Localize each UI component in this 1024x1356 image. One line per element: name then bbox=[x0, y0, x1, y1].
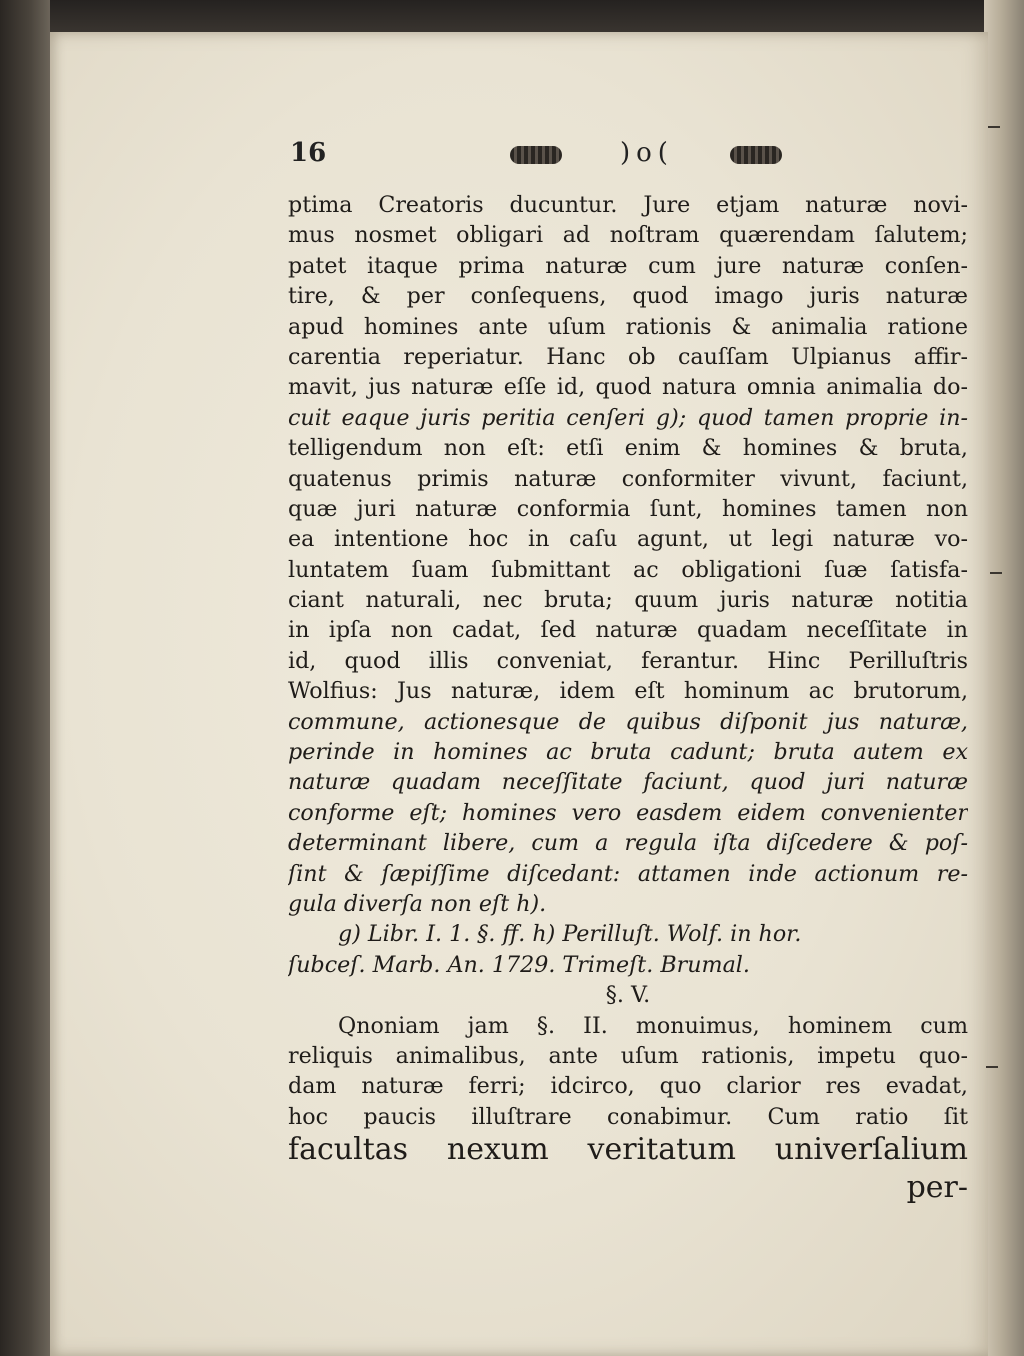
text-line: gula diverſa non eſt h). bbox=[288, 890, 547, 917]
main-text bbox=[288, 190, 968, 1208]
page-number: 16 bbox=[290, 138, 327, 168]
text-line: cuit eaque juris peritia cenſeri g); quod tamen proprie in- bbox=[288, 404, 968, 431]
text-line: dam naturæ ferri; idcirco, quo clarior res evadat, bbox=[288, 1073, 968, 1100]
margin-mark bbox=[988, 126, 1000, 128]
text-line: quatenus primis naturæ conformiter vivunt, faciunt, bbox=[288, 465, 968, 492]
text-line: conforme eſt; homines vero easdem eidem convenienter bbox=[288, 799, 968, 826]
text-line: tire, & per conſequens, quod imago juris naturæ bbox=[288, 283, 968, 310]
text-line: apud homines ante uſum rationis & animalia ratione bbox=[288, 313, 968, 340]
text-line: luntatem ſuam ſubmittant ac obligationi ſuæ ſatisfa- bbox=[288, 556, 968, 583]
text-line: telligendum non eſt: etſi enim & homines & bruta, bbox=[288, 435, 968, 462]
text-line: Qnoniam jam §. II. monuimus, hominem cum bbox=[338, 1012, 968, 1039]
text-line: perinde in homines ac bruta cadunt; bruta autem ex bbox=[288, 739, 968, 766]
scan-left-edge bbox=[0, 0, 50, 1356]
text-line: mavit, jus naturæ eſſe id, quod natura omnia animalia do- bbox=[288, 374, 968, 401]
text-line: hoc paucis illuſtrare conabimur. Cum ratio ſit bbox=[288, 1103, 968, 1130]
catchword: per- bbox=[906, 1170, 968, 1206]
margin-mark bbox=[990, 572, 1002, 574]
scan-right-edge bbox=[984, 0, 1024, 1356]
text-line: reliquis animalibus, ante uſum rationis, impetu quo- bbox=[288, 1042, 968, 1069]
text-line: mus nosmet obligari ad noſtram quærendam ſalutem; bbox=[288, 222, 968, 249]
footnote-line: ſubceſ. Marb. An. 1729. Trimeſt. Brumal. bbox=[288, 951, 750, 978]
text-line: determinant libere, cum a regula iſta diſcedere & poſ- bbox=[288, 830, 968, 857]
text-line: commune, actionesque de quibus diſponit jus naturæ, bbox=[288, 708, 968, 735]
left-ornament-icon bbox=[510, 146, 562, 164]
text-line: id, quod illis conveniat, ferantur. Hinc Perilluſtris bbox=[288, 647, 968, 674]
text-line: Wolfius: Jus naturæ, idem eſt hominum ac brutorum, bbox=[288, 678, 968, 705]
text-line: quæ juri naturæ conformia ſunt, homines tamen non bbox=[288, 495, 968, 522]
text-line: ptima Creatoris ducuntur. Jure etjam naturæ novi- bbox=[288, 192, 968, 218]
text-line: ſint & ſæpiſſime diſcedant: attamen inde actionum re- bbox=[288, 860, 968, 887]
text-line: ciant naturali, nec bruta; quum juris naturæ notitia bbox=[288, 587, 968, 614]
text-line: in ipſa non cadat, ſed naturæ quadam neceſſitate in bbox=[288, 617, 968, 644]
header-mark: )o( bbox=[620, 138, 674, 168]
section-heading: §. V. bbox=[605, 982, 651, 1009]
footnote-line: g) Libr. I. 1. §. ff. h) Perilluſt. Wolf. in hor. bbox=[338, 921, 802, 948]
text-line: ea intentione hoc in caſu agunt, ut legi naturæ vo- bbox=[288, 526, 968, 553]
right-ornament-icon bbox=[730, 146, 782, 164]
scan-top-shadow bbox=[0, 0, 1024, 34]
margin-mark bbox=[986, 1066, 998, 1068]
text-line: patet itaque prima naturæ cum jure naturæ conſen- bbox=[288, 252, 968, 279]
text-line: carentia reperiatur. Hanc ob cauſſam Ulpianus affir- bbox=[288, 343, 968, 370]
text-line-large: facultas nexum veritatum univerſalium bbox=[288, 1132, 968, 1168]
text-line: naturæ quadam neceſſitate faciunt, quod juri naturæ bbox=[288, 769, 968, 796]
page-header bbox=[290, 138, 850, 178]
